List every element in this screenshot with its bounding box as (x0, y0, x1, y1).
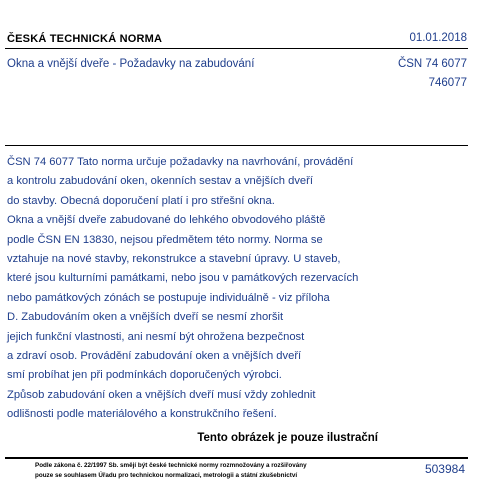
publication-date: 01.01.2018 (409, 32, 467, 44)
abstract-line: ČSN 74 6077 Tato norma určuje požadavky na navrhování, provádění (7, 156, 354, 168)
legal-notice-line: pouze se souhlasem Úřadu pro technickou normalizaci, metrologii a státní zkušebnictví (35, 471, 298, 479)
abstract-line: vztahuje na nové stavby, rekonstrukce a stavební úpravy. U staveb, (7, 253, 341, 266)
abstract-line: nebo památkových zónách se postupuje individuálně - viz příloha (7, 291, 330, 304)
abstract-text (7, 153, 407, 425)
illustrative-notice: Tento obrázek je pouze ilustrační (197, 432, 378, 444)
classification-number: 746077 (428, 77, 467, 89)
abstract-line: odlišnosti podle materiálového a konstrukčního řešení. (7, 408, 277, 421)
abstract-line: které jsou kulturními památkami, nebo jsou v památkových rezervacích (7, 272, 359, 285)
content-divider (5, 145, 468, 146)
abstract-line: podle ČSN EN 13830, nejsou předmětem této normy. Norma se (7, 233, 323, 246)
abstract-line: jejich funkční vlastnosti, ani nesmí být ohrožena bezpečnost (7, 330, 305, 343)
document-number: 503984 (424, 462, 465, 476)
abstract-line: Okna a vnější dveře zabudované do lehkého obvodového pláště (7, 214, 326, 227)
abstract-line: a kontrolu zabudování oken, okenních sestav a vnějších dveří (7, 175, 313, 188)
abstract-line: a zdraví osob. Provádění zabudování oken a vnějších dveří (7, 350, 302, 363)
abstract-line: D. Zabudováním oken a vnějších dveří se nesmí zhoršit (7, 311, 284, 324)
abstract-line: smí probíhat jen při podmínkách doporučených výrobci. (7, 369, 282, 382)
abstract-line: Způsob zabudování oken a vnějších dveří musí vždy zohlednit (7, 388, 316, 401)
footer-divider (5, 457, 468, 459)
legal-notice (35, 461, 307, 480)
abstract-line: do stavby. Obecná doporučení platí i pro střešní okna. (7, 194, 275, 207)
header-divider (5, 48, 468, 49)
standard-code: ČSN 74 6077 (397, 58, 467, 70)
standard-header-title: ČESKÁ TECHNICKÁ NORMA (7, 33, 163, 45)
document-subtitle: Okna a vnější dveře - Požadavky na zabudování (7, 58, 255, 70)
legal-notice-line: Podle zákona č. 22/1997 Sb. smějí být české technické normy rozmnožovány a rozšiřovány (35, 462, 307, 469)
